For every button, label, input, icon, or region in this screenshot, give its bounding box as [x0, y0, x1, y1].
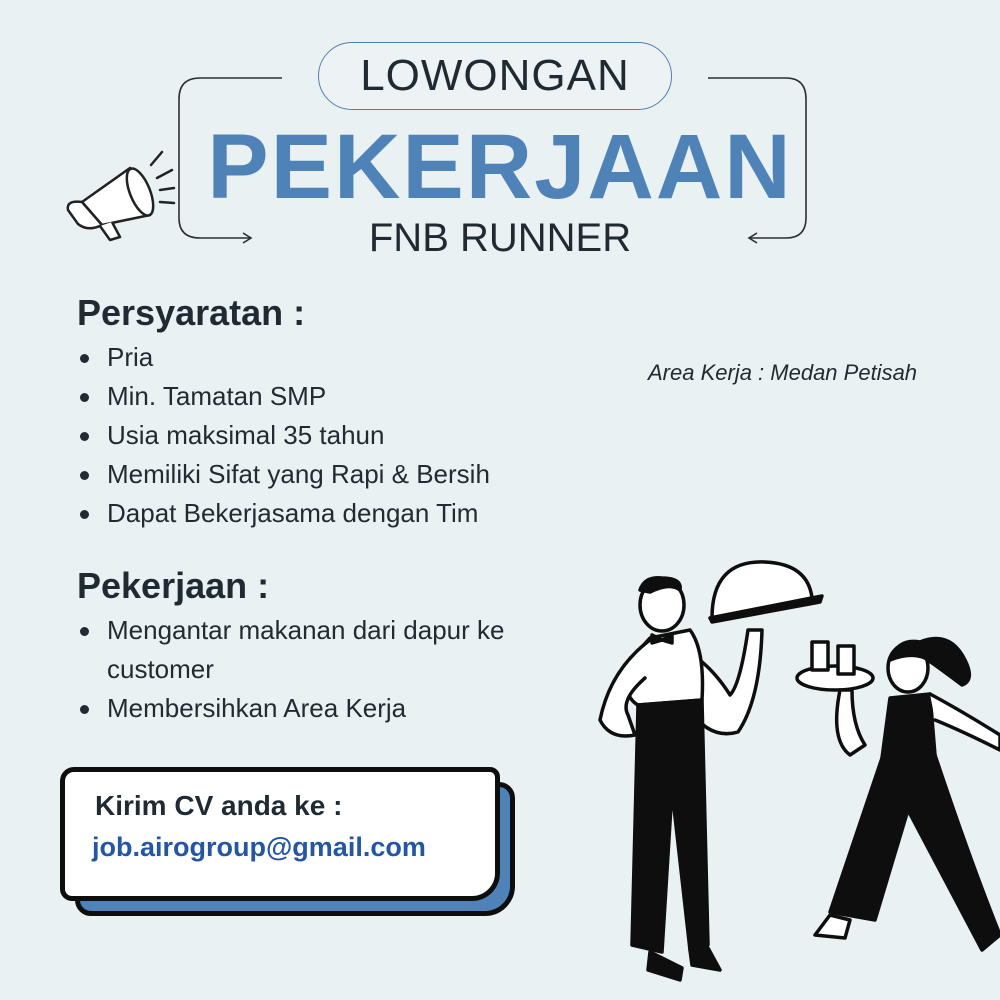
pill-label: LOWONGAN: [360, 51, 630, 100]
job-position: FNB RUNNER: [368, 216, 632, 260]
requirements-section: [77, 292, 490, 533]
job-section: [77, 565, 577, 728]
contact-email-link[interactable]: job.airogroup@gmail.com: [92, 832, 426, 862]
list-item: Memiliki Sifat yang Rapi & Bersih: [77, 455, 490, 494]
list-item: Pria: [77, 338, 490, 377]
list-item: Dapat Bekerjasama dengan Tim: [77, 494, 490, 533]
contact-heading: Kirim CV anda ke :: [95, 790, 343, 821]
page-title: PEKERJAAN: [207, 116, 793, 218]
list-item: Mengantar makanan dari dapur ke customer: [77, 611, 557, 689]
header-pill: [318, 42, 672, 110]
job-list: [77, 611, 557, 728]
list-item: Usia maksimal 35 tahun: [77, 416, 490, 455]
requirements-list: [77, 338, 490, 533]
job-heading: Pekerjaan :: [77, 565, 270, 606]
work-location: Area Kerja : Medan Petisah: [648, 360, 918, 385]
requirements-heading: Persyaratan :: [77, 292, 306, 333]
waiters-illustration: [590, 560, 1000, 1000]
list-item: Min. Tamatan SMP: [77, 377, 490, 416]
list-item: Membersihkan Area Kerja: [77, 689, 557, 728]
